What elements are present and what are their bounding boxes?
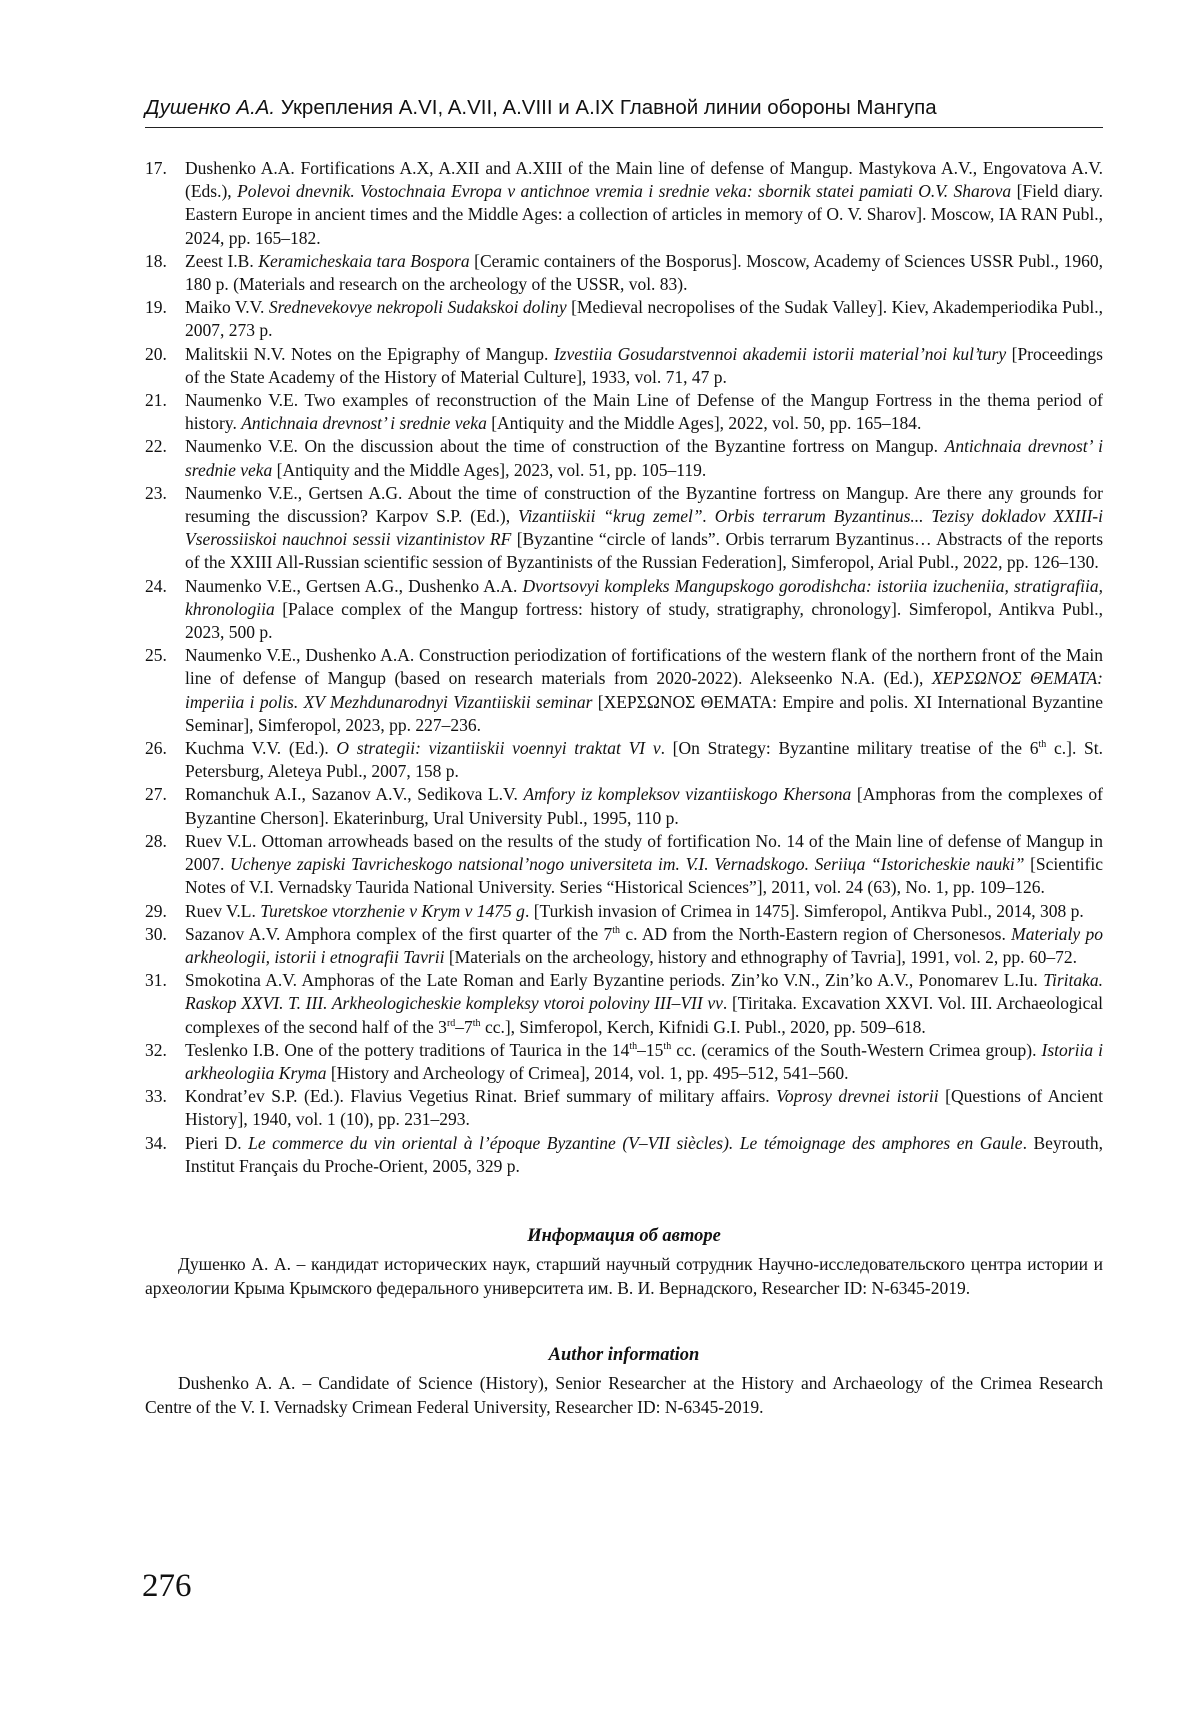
reference-text: [Proceedings of the State Academy of the History of Material Culture], 1933, vol. 71, 47 p. [185, 343, 1103, 387]
reference-text: Teslenko I.B. One of the pottery traditions of Taurica in the 14 [185, 1039, 630, 1060]
author-info-en-title: Author information [548, 1345, 700, 1365]
reference-text: [History and Archeology of Crimea], 2014, vol. 1, pp. 495–512, 541–560. [326, 1062, 849, 1083]
reference-item [145, 435, 1103, 481]
reference-item [145, 644, 1103, 737]
reference-text: [Amphoras from the complexes of Byzantine Cherson]. Ekaterinburg, Ural University Publ., 1995, 110 p. [185, 784, 1103, 828]
reference-text: –15 [637, 1039, 664, 1060]
page-number: 276 [142, 1568, 192, 1604]
reference-text: c.]. St. Petersburg, Aleteya Publ., 2007, 158 p. [185, 738, 1104, 782]
reference-text: [Antiquity and the Middle Ages], 2022, vol. 50, pp. 165–184. [486, 413, 922, 434]
reference-item [145, 923, 1103, 969]
reference-text: . [Turkish invasion of Crimea in 1475]. Simferopol, Antikva Publ., 2014, 308 p. [524, 900, 1084, 921]
reference-title: Antichnaia drevnost’ i srednie veka [185, 436, 1103, 480]
reference-text: Naumenko V.E., Gertsen A.G., Dushenko A.A. [185, 575, 523, 596]
reference-text: [Medieval necropolises of the Sudak Valley]. Kiev, Akademperiodika Publ., 2007, 273 p. [185, 297, 1104, 341]
reference-text: Ruev V.L. [185, 900, 261, 921]
reference-item [145, 830, 1103, 900]
reference-text: –7 [455, 1016, 473, 1037]
reference-number: 34. [145, 1132, 167, 1153]
reference-number: 27. [145, 784, 167, 805]
reference-item [145, 482, 1103, 575]
running-head [145, 96, 1103, 120]
reference-text: cc. (ceramics of the South-Western Crimea group). [671, 1039, 1042, 1060]
author-info-ru-title: Информация об авторе [527, 1226, 721, 1246]
reference-number: 26. [145, 738, 167, 759]
reference-number: 28. [145, 830, 167, 851]
reference-item [145, 575, 1103, 645]
reference-number: 19. [145, 297, 167, 318]
reference-item [145, 783, 1103, 829]
author-info-en-text: Dushenko A. A. – Candidate of Science (History), Senior Researcher at the History and Archaeology of the Crimea Research Centre of the V. I. Vernadsky Crimean Federal University, Researcher ID: N-6345-2019. [145, 1373, 1103, 1417]
reference-text: Naumenko V.E. On the discussion about the time of construction of the Byzantine fortress on Mangup. [185, 436, 945, 457]
author-info-ru-text: Душенко А. А. – кандидат исторических наук, старший научный сотрудник Научно-исследовательского центра истории и археологии Крыма Крымского федерального университета им. В. И. Вернадского, Researcher ID: N-6345-2019. [145, 1254, 1103, 1298]
reference-title: Vizantiiskii “krug zemel”. Orbis terrarum Byzantinus... Tezisy dokladov XXIII-i Vserossiiskoi nauchnoi sessii vizantinistov RF [185, 506, 1103, 550]
reference-number: 25. [145, 645, 167, 666]
reference-number: 17. [145, 158, 167, 178]
reference-title: ΧΕΡΣΩΝΟΣ ΘΕΜΑΤΑ: imperiia i polis. XV Mezhdunarodnyi Vizantiiskii seminar [185, 668, 1104, 712]
reference-item [145, 969, 1103, 1039]
reference-title: Le commerce du vin oriental à l’époque Byzantine (V–VII siècles). Le témoignage des amphores en Gaule [248, 1132, 1023, 1153]
reference-text: Kuchma V.V. (Ed.). [185, 738, 337, 759]
reference-item [145, 343, 1103, 389]
reference-text: Maiko V.V. [185, 297, 269, 318]
reference-title: Tiritaka. Raskop XXVI. T. III. Arkheologicheskie kompleksy vtoroi poloviny III–VII vv [185, 970, 1103, 1014]
reference-text: Ruev V.L. Ottoman arrowheads based on the results of the study of fortification No. 14 of the Main line of defense of Mangup in 2007. [185, 830, 1103, 875]
reference-title: Turetskoe vtorzhenie v Krym v 1475 g [260, 900, 525, 921]
superscript: th [472, 1017, 481, 1029]
reference-number: 24. [145, 575, 167, 596]
reference-number: 20. [145, 343, 167, 364]
reference-item [145, 1039, 1103, 1085]
reference-number: 22. [145, 436, 167, 457]
reference-text: Malitskii N.V. Notes on the Epigraphy of Mangup. [185, 343, 554, 364]
reference-text: c. AD from the North-Eastern region of Chersonesos. [620, 923, 1012, 944]
superscript: th [629, 1040, 638, 1052]
reference-title: Amfory iz kompleksov vizantiiskogo Khersona [523, 784, 852, 805]
reference-item [145, 296, 1103, 342]
reference-number: 31. [145, 970, 167, 991]
reference-item [145, 900, 1103, 923]
reference-text: [Materials on the archeology, history and ethnography of Tavria], 1991, vol. 2, pp. 60–72. [444, 946, 1077, 967]
reference-number: 23. [145, 482, 167, 503]
reference-text: Zeest I.B. [185, 250, 259, 271]
reference-number: 33. [145, 1086, 167, 1107]
superscript: rd [446, 1017, 456, 1029]
reference-item [145, 389, 1103, 435]
running-head-title: Укрепления A.VI, A.VII, A.VIII и A.IX Главной линии обороны Мангупа [280, 96, 937, 119]
reference-title: Polevoi dnevnik. Vostochnaia Evropa v antichnoe vremia i srednie veka: sbornik statei pamiati O.V. Sharova [237, 181, 1012, 202]
reference-title: Dvortsovyi kompleks Mangupskogo gorodishcha: istoriia izucheniia, stratigrafiia, khronologiia [185, 575, 1103, 619]
reference-text: Naumenko V.E., Dushenko A.A. Construction periodization of fortifications of the western flank of the northern front of the Main line of defense of Mangup (based on research materials from 2020-2022). Alekseenko N.A. (Ed.), [185, 645, 1103, 689]
header-divider [145, 127, 1103, 128]
reference-title: Uchenye zapiski Tavricheskogo natsional’nogo universiteta im. V.I. Vernadskogo. Seriiца “Istoricheskie nauki” [230, 854, 1025, 875]
reference-item [145, 157, 1103, 250]
reference-title: Voprosy drevnei istorii [776, 1086, 939, 1107]
reference-number: 30. [145, 923, 167, 944]
reference-text: [Antiquity and the Middle Ages], 2023, vol. 51, pp. 105–119. [272, 459, 707, 480]
running-head-author: Душенко А.А. [145, 96, 276, 119]
reference-title: Istoriia i arkheologiia Kryma [185, 1039, 1103, 1083]
reference-text: cc.], Simferopol, Kerch, Kifnidi G.I. Publ., 2020, pp. 509–618. [480, 1016, 926, 1037]
reference-text: [Ceramic containers of the Bosporus]. Moscow, Academy of Sciences USSR Publ., 1960, 180 p. (Materials and research on the archeology of the USSR, vol. 83). [185, 250, 1103, 295]
reference-text: Naumenko V.E., Gertsen A.G. About the time of construction of the Byzantine fortress on Mangup. Are there any grounds for resuming the discussion? Karpov S.P. (Ed.), [185, 482, 1103, 527]
reference-item [145, 737, 1103, 783]
reference-title: Izvestiia Gosudarstvennoi akademii istorii material’noi kul’tury [553, 343, 1007, 364]
reference-item [145, 1132, 1103, 1178]
reference-text: [Palace complex of the Mangup fortress: history of study, stratigraphy, chronology]. Simferopol, Antikva Publ., 2023, 500 p. [185, 598, 1103, 643]
reference-text: Kondrat’ev S.P. (Ed.). Flavius Vegetius Rinat. Brief summary of military affairs. [185, 1086, 777, 1107]
reference-text: [Byzantine “circle of lands”. Orbis terrarum Byzantinus… Abstracts of the reports of the XXIII All-Russian scientific session of Byzantinists of the Russian Federation], Simferopol, Arial Publ., 2022, pp. 126–130. [185, 529, 1104, 573]
reference-title: Antichnaia drevnost’ i srednie veka [241, 413, 487, 434]
reference-item [145, 250, 1103, 296]
reference-title: Keramicheskaia tara Bospora [258, 250, 470, 271]
superscript: th [1038, 739, 1047, 751]
reference-text: . [Tiritaka. Excavation XXVI. Vol. III. Archaeological complexes of the second half of the 3 [185, 993, 1103, 1037]
superscript: th [612, 924, 621, 936]
reference-title: Srednevekovye nekropoli Sudakskoi doliny [268, 297, 567, 318]
reference-text: Dushenko A.A. Fortifications A.X, A.XII and A.XIII of the Main line of defense of Mangup. Mastykova A.V., Engovatova A.V. (Eds.), [185, 158, 1103, 202]
reference-text: Romanchuk A.I., Sazanov A.V., Sedikova L.V. [185, 784, 524, 805]
superscript: th [663, 1040, 672, 1052]
reference-text: Naumenko V.E. Two examples of reconstruction of the Main Line of Defense of the Mangup Fortress in the thema period of history. [185, 390, 1103, 434]
reference-number: 21. [145, 390, 167, 411]
reference-text: Smokotina A.V. Amphoras of the Late Roman and Early Byzantine periods. Zin’ko V.N., Zin’ko A.V., Ponomarev L.Iu. [185, 970, 1044, 991]
reference-number: 29. [145, 900, 167, 921]
reference-text: . Beyrouth, Institut Français du Proche-Orient, 2005, 329 p. [185, 1132, 1103, 1176]
reference-text: [ΧΕΡΣΩΝΟΣ ΘΕΜΑΤΑ: Empire and polis. XI International Byzantine Seminar], Simferopol, 2023, pp. 227–236. [185, 691, 1104, 735]
reference-text: [Questions of Ancient History], 1940, vol. 1 (10), pp. 231–293. [185, 1086, 1103, 1130]
reference-text: [Scientific Notes of V.I. Vernadsky Taurida National University. Series “Historical Sciences”], 2011, vol. 24 (63), No. 1, pp. 109–126. [185, 854, 1103, 898]
reference-text: Sazanov A.V. Amphora complex of the first quarter of the 7 [185, 923, 613, 944]
reference-title: O strategii: vizantiiskii voennyi traktat VI v [336, 738, 661, 759]
reference-text: Pieri D. [185, 1132, 249, 1153]
reference-number: 32. [145, 1039, 167, 1060]
reference-title: Materialy po arkheologii, istorii i etnografii Tavrii [185, 923, 1104, 967]
reference-text: . [On Strategy: Byzantine military treatise of the 6 [660, 738, 1039, 759]
reference-list [145, 157, 1103, 1178]
reference-text: [Field diary. Eastern Europe in ancient times and the Middle Ages: a collection of articles in memory of O. V. Sharov]. Moscow, IA RAN Publ., 2024, pp. 165–182. [185, 181, 1104, 248]
reference-number: 18. [145, 250, 167, 271]
reference-item [145, 1085, 1103, 1131]
